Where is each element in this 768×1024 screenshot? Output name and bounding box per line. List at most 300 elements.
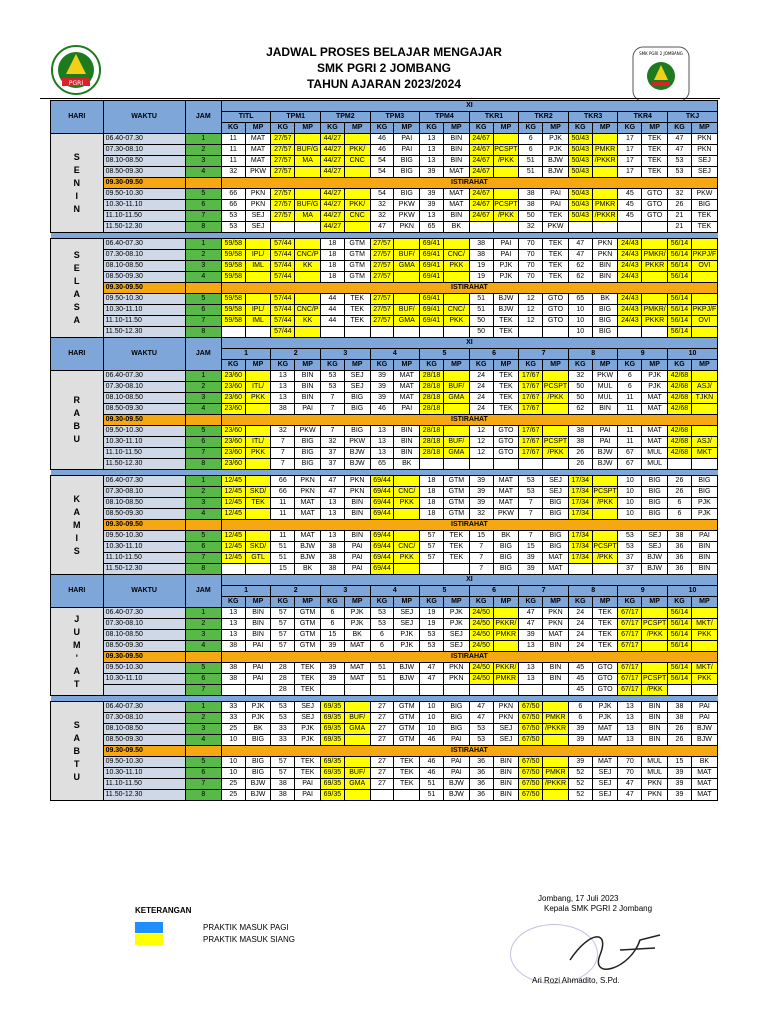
mp-cell: TEK — [344, 305, 370, 316]
kg-cell: 18 — [321, 239, 345, 250]
kg-cell: 27 — [370, 702, 394, 713]
kg-cell: 51 — [519, 167, 543, 178]
schedule-row — [51, 498, 718, 509]
mp-cell: TEK — [493, 404, 519, 415]
mp-cell: BIN — [592, 272, 618, 283]
kg-cell: 50 — [568, 382, 592, 393]
kg-cell: 32 — [519, 222, 543, 233]
kg-cell: 51 — [370, 674, 394, 685]
break-label: ISTIRAHAT — [221, 415, 717, 426]
mp-cell: MAT — [245, 145, 271, 156]
mp-cell — [592, 189, 618, 200]
kg-cell: 36 — [469, 779, 493, 790]
kg-cell: 15 — [519, 542, 543, 553]
mp-cell: GTM — [394, 713, 420, 724]
schedule-row — [51, 779, 718, 790]
mp-cell: PAI — [691, 713, 717, 724]
kg-cell: 32 — [668, 189, 692, 200]
mp-cell: PKN — [493, 702, 519, 713]
schedule-row — [51, 702, 718, 713]
period-number: 5 — [185, 531, 221, 542]
mp-cell: MUL — [642, 448, 668, 459]
time-slot: 11.10-11.50 — [103, 448, 185, 459]
mp-cell — [493, 134, 519, 145]
mp-cell: BJW — [245, 779, 271, 790]
mp-cell: BJW — [691, 724, 717, 735]
kg-cell: 23/60 — [221, 404, 245, 415]
kg-header: KG — [420, 360, 444, 371]
mp-cell: SEJ — [394, 619, 420, 630]
mp-cell: PAI — [344, 564, 370, 575]
kg-cell: 65 — [420, 222, 444, 233]
grade-header: XI — [221, 338, 717, 349]
kg-cell: 7 — [519, 531, 543, 542]
kg-cell: 50/43 — [568, 211, 592, 222]
kg-cell: 36 — [668, 564, 692, 575]
mp-cell: BIG — [691, 487, 717, 498]
mp-cell — [642, 222, 668, 233]
kg-cell: 13 — [321, 531, 345, 542]
time-slot: 08.50-09.30 — [103, 509, 185, 520]
mp-header: MP — [543, 123, 569, 134]
mp-cell: TEK — [245, 498, 271, 509]
mp-cell: PKK/ — [344, 200, 370, 211]
mp-cell: BK — [394, 459, 420, 470]
kg-cell: 6 — [668, 498, 692, 509]
day-name: S A B T U — [51, 702, 104, 801]
kg-cell: 47 — [321, 476, 345, 487]
kg-cell: 53 — [271, 702, 295, 713]
mp-cell: GTO — [592, 685, 618, 696]
schedule-row — [51, 404, 718, 415]
mp-header: MP — [642, 597, 668, 608]
kg-cell: 57 — [271, 768, 295, 779]
mp-header: MP — [344, 360, 370, 371]
kg-cell: 19 — [420, 608, 444, 619]
mp-cell: PMKR/ — [642, 305, 668, 316]
kg-cell: 50/43 — [568, 167, 592, 178]
mp-cell: PKKR/ — [493, 663, 519, 674]
mp-cell — [642, 641, 668, 652]
kg-cell: 24 — [568, 619, 592, 630]
schedule-row — [51, 415, 718, 426]
kg-cell: 51 — [469, 294, 493, 305]
class-header: TPM2 — [321, 112, 371, 123]
mp-cell: BUF/G — [295, 145, 321, 156]
kg-cell: 69/35 — [321, 768, 345, 779]
mp-cell: MAT — [344, 663, 370, 674]
mp-cell: BIN — [592, 261, 618, 272]
kg-cell: 69/35 — [321, 757, 345, 768]
mp-header: MP — [245, 123, 271, 134]
mp-cell: IPL/ — [245, 250, 271, 261]
mp-cell — [592, 509, 618, 520]
kg-cell: 47 — [519, 619, 543, 630]
mp-cell — [543, 371, 569, 382]
kg-cell: 46 — [420, 768, 444, 779]
mp-header: MP — [394, 123, 420, 134]
mp-cell — [691, 608, 717, 619]
mp-header: MP — [245, 360, 271, 371]
mp-cell: MAT — [245, 156, 271, 167]
kg-cell: 66 — [271, 487, 295, 498]
schedule-row — [51, 145, 718, 156]
mp-cell: GTO — [493, 448, 519, 459]
mp-cell: PKKR — [642, 261, 668, 272]
mp-cell — [493, 641, 519, 652]
mp-cell: MAT — [691, 779, 717, 790]
kg-cell: 10 — [420, 702, 444, 713]
mp-cell: BIN — [592, 404, 618, 415]
mp-cell — [394, 790, 420, 801]
mp-cell: BJW — [295, 542, 321, 553]
mp-cell: PKK — [394, 498, 420, 509]
time-slot: 08.10-08.50 — [103, 724, 185, 735]
mp-cell: TEK — [592, 619, 618, 630]
mp-cell: TEK — [592, 641, 618, 652]
mp-cell: MAT — [592, 724, 618, 735]
mp-cell: PKW — [295, 426, 321, 437]
kg-cell: 38 — [668, 702, 692, 713]
schedule-row — [51, 272, 718, 283]
kg-cell: 24/43 — [618, 239, 642, 250]
legend — [135, 906, 295, 945]
mp-cell: PKK — [691, 630, 717, 641]
mp-cell: BIG — [642, 476, 668, 487]
mp-cell — [344, 134, 370, 145]
time-slot: 11.50-12.30 — [103, 327, 185, 338]
kg-cell: 13 — [618, 735, 642, 746]
schedule-row — [51, 619, 718, 630]
mp-cell: /PKK — [592, 498, 618, 509]
mp-cell — [691, 459, 717, 470]
kg-cell: 28/18 — [420, 404, 444, 415]
mp-cell: BIN — [543, 663, 569, 674]
mp-cell: GMA — [443, 448, 469, 459]
mp-cell: BJW — [543, 167, 569, 178]
kg-cell: 56/14 — [668, 272, 692, 283]
kg-cell: 24/67 — [469, 167, 493, 178]
mp-cell: BJW — [295, 553, 321, 564]
kg-cell: 56/14 — [668, 250, 692, 261]
mp-cell: MAT — [543, 630, 569, 641]
class-header: 7 — [519, 349, 569, 360]
kg-cell: 45 — [568, 685, 592, 696]
mp-cell: BUF/ — [443, 437, 469, 448]
kg-cell: 39 — [469, 487, 493, 498]
kg-header: KG — [420, 597, 444, 608]
mp-cell: BIN — [394, 448, 420, 459]
kg-cell: 67 — [618, 448, 642, 459]
kg-cell: 7 — [321, 393, 345, 404]
mp-cell: BIG — [394, 189, 420, 200]
kg-cell: 57 — [271, 630, 295, 641]
kg-cell: 33 — [221, 702, 245, 713]
kg-cell: 66 — [221, 200, 245, 211]
kg-cell: 44 — [321, 305, 345, 316]
kg-cell — [668, 459, 692, 470]
kg-cell — [420, 459, 444, 470]
kg-cell: 38 — [271, 779, 295, 790]
kg-cell: 15 — [469, 531, 493, 542]
period-number: 5 — [185, 189, 221, 200]
class-header: 10 — [668, 349, 718, 360]
mp-cell: PJK — [543, 145, 569, 156]
mp-cell — [344, 327, 370, 338]
kg-cell: 10 — [568, 327, 592, 338]
mp-cell: TEK — [543, 272, 569, 283]
mp-cell — [592, 564, 618, 575]
kg-cell: 28/18 — [420, 382, 444, 393]
period-number: 7 — [185, 316, 221, 327]
kg-cell: 56/14 — [668, 261, 692, 272]
kg-cell: 27/57 — [370, 250, 394, 261]
mp-cell — [394, 685, 420, 696]
kg-cell: 51 — [271, 542, 295, 553]
schedule-row — [51, 167, 718, 178]
mp-cell: TEK — [443, 531, 469, 542]
mp-cell: TEK — [295, 768, 321, 779]
mp-cell: BIN — [691, 553, 717, 564]
mp-cell — [592, 167, 618, 178]
schedule-row — [51, 134, 718, 145]
mp-cell: PCSPT — [543, 437, 569, 448]
kg-cell: 24/50 — [469, 663, 493, 674]
mp-cell — [443, 272, 469, 283]
mp-cell: PKN — [245, 200, 271, 211]
mp-cell: BIN — [443, 156, 469, 167]
kg-cell: 7 — [271, 437, 295, 448]
kg-cell: 52 — [568, 768, 592, 779]
kg-cell: 33 — [271, 724, 295, 735]
mp-cell: ITL/ — [245, 382, 271, 393]
kg-cell: 50/43 — [568, 156, 592, 167]
mp-cell: PMKR — [493, 630, 519, 641]
mp-cell: PAI — [245, 641, 271, 652]
kg-cell: 27 — [370, 768, 394, 779]
kg-cell: 7 — [469, 542, 493, 553]
mp-cell: MAT — [543, 564, 569, 575]
kg-cell: 70 — [519, 239, 543, 250]
schedule-row — [51, 553, 718, 564]
time-slot: 10.30-11.10 — [103, 437, 185, 448]
kg-cell: 59/58 — [221, 261, 245, 272]
period-number: 8 — [185, 790, 221, 801]
schedule-row — [51, 261, 718, 272]
mp-cell: PJK — [295, 735, 321, 746]
kg-cell: 50/43 — [568, 145, 592, 156]
schedule-table — [50, 100, 718, 801]
kg-cell: 67 — [618, 459, 642, 470]
mp-cell — [642, 294, 668, 305]
mp-cell: PAI — [295, 790, 321, 801]
kg-cell: 10 — [420, 713, 444, 724]
kg-cell: 13 — [519, 674, 543, 685]
kg-cell: 70 — [618, 768, 642, 779]
mp-cell: BIN — [691, 564, 717, 575]
day-name: S E N I N — [51, 134, 104, 233]
kg-cell: 13 — [420, 134, 444, 145]
time-slot: 11.50-12.30 — [103, 790, 185, 801]
mp-cell: PJK — [245, 702, 271, 713]
kg-cell: 17/67 — [519, 448, 543, 459]
mp-cell: TEK — [443, 553, 469, 564]
schedule-row — [51, 724, 718, 735]
time-slot: 11.10-11.50 — [103, 211, 185, 222]
time-slot: 07.30-08.10 — [103, 250, 185, 261]
mp-cell: PKK/ — [344, 145, 370, 156]
mp-cell: GTO — [543, 305, 569, 316]
kg-cell: 10 — [420, 724, 444, 735]
kg-header: KG — [519, 123, 543, 134]
schedule-row — [51, 735, 718, 746]
mp-cell: /PKK — [493, 156, 519, 167]
kg-cell: 38 — [568, 426, 592, 437]
mp-cell: PKK — [443, 261, 469, 272]
kg-cell: 36 — [469, 790, 493, 801]
kg-cell — [370, 327, 394, 338]
grade-header: XI — [221, 101, 717, 112]
kg-cell — [221, 327, 245, 338]
kg-cell: 39 — [568, 735, 592, 746]
kg-cell: 69/44 — [370, 531, 394, 542]
mp-header: MP — [493, 123, 519, 134]
mp-cell: CNC/ — [394, 487, 420, 498]
kg-cell: 70 — [519, 261, 543, 272]
kg-cell: 39 — [668, 790, 692, 801]
schedule-row — [51, 211, 718, 222]
time-slot: 08.10-08.50 — [103, 156, 185, 167]
kg-header: KG — [321, 123, 345, 134]
mp-cell — [295, 134, 321, 145]
mp-cell: PCSPT — [543, 382, 569, 393]
kg-cell: 69/41 — [420, 305, 444, 316]
mp-cell: KK — [295, 261, 321, 272]
mp-cell: PJK — [344, 608, 370, 619]
kg-cell: 45 — [618, 200, 642, 211]
mp-cell: SEJ — [642, 531, 668, 542]
kg-cell: 66 — [221, 189, 245, 200]
period-number: 8 — [185, 564, 221, 575]
kg-cell: 27/57 — [271, 200, 295, 211]
kg-cell: 69/44 — [370, 487, 394, 498]
mp-cell — [543, 426, 569, 437]
mp-cell: GMA — [344, 724, 370, 735]
day-name: R A B U — [51, 371, 104, 470]
mp-header: MP — [295, 123, 321, 134]
kg-cell: 28/18 — [420, 437, 444, 448]
mp-cell — [245, 426, 271, 437]
mp-cell: PKW — [493, 509, 519, 520]
mp-cell: TEK — [691, 222, 717, 233]
kg-cell: 23/60 — [221, 382, 245, 393]
kg-cell: 44/27 — [321, 200, 345, 211]
mp-cell: ASJ/ — [691, 437, 717, 448]
kg-cell: 47 — [370, 222, 394, 233]
mp-cell: BIN — [493, 757, 519, 768]
kg-cell: 6 — [321, 619, 345, 630]
mp-cell: TEK — [493, 382, 519, 393]
break-time: 09.30-09.50 — [103, 283, 185, 294]
mp-cell: SEJ — [543, 476, 569, 487]
kg-cell: 26 — [568, 459, 592, 470]
mp-cell: TEK — [394, 768, 420, 779]
mp-cell: SEJ — [245, 222, 271, 233]
time-slot: 08.10-08.50 — [103, 393, 185, 404]
kg-cell: 59/58 — [221, 305, 245, 316]
kg-header: KG — [221, 123, 245, 134]
mp-header: MP — [245, 597, 271, 608]
kg-cell: 11 — [221, 134, 245, 145]
mp-cell: PKKR/ — [493, 619, 519, 630]
class-header: 9 — [618, 349, 668, 360]
mp-cell: PAI — [245, 663, 271, 674]
kg-cell: 67/50 — [519, 724, 543, 735]
mp-cell — [245, 272, 271, 283]
kg-cell: 47 — [420, 674, 444, 685]
mp-cell — [642, 327, 668, 338]
mp-cell: BIG — [642, 498, 668, 509]
mp-cell: BIG — [642, 509, 668, 520]
hari-header: HARI — [51, 338, 104, 371]
kg-cell: 36 — [668, 553, 692, 564]
kg-cell: 26 — [668, 476, 692, 487]
kg-cell: 65 — [568, 294, 592, 305]
mp-cell — [691, 641, 717, 652]
mp-cell — [493, 608, 519, 619]
kg-cell: 19 — [469, 272, 493, 283]
class-header: 2 — [271, 349, 321, 360]
mp-cell: BIN — [245, 630, 271, 641]
class-header: TPM4 — [420, 112, 470, 123]
mp-cell: GTM — [443, 476, 469, 487]
break-label: ISTIRAHAT — [221, 520, 717, 531]
break-jam — [185, 746, 221, 757]
period-number: 3 — [185, 156, 221, 167]
kg-cell: 6 — [321, 608, 345, 619]
mp-cell: BIN — [493, 779, 519, 790]
mp-cell: GTM — [295, 630, 321, 641]
schedule-row — [51, 652, 718, 663]
mp-cell: /PKKR — [592, 211, 618, 222]
signer-role: Kepala SMK PGRI 2 Jombang — [544, 904, 653, 913]
mp-cell: PCSPT — [493, 145, 519, 156]
kg-cell: 21 — [668, 211, 692, 222]
kg-cell: 52 — [568, 790, 592, 801]
period-number: 1 — [185, 702, 221, 713]
class-header: 5 — [420, 349, 470, 360]
kg-cell: 47 — [469, 713, 493, 724]
mp-cell — [642, 272, 668, 283]
mp-cell: IPL/ — [245, 305, 271, 316]
mp-cell — [543, 702, 569, 713]
kg-cell: 24/67 — [469, 134, 493, 145]
mp-cell: PAI — [493, 239, 519, 250]
mp-cell: MUL — [642, 757, 668, 768]
mp-header: MP — [691, 123, 717, 134]
kg-header: KG — [321, 360, 345, 371]
kg-cell: 17/34 — [568, 498, 592, 509]
mp-cell — [344, 702, 370, 713]
mp-cell: PKK — [245, 393, 271, 404]
mp-cell: BJW — [394, 663, 420, 674]
kg-header: KG — [618, 597, 642, 608]
mp-cell: GTM — [443, 509, 469, 520]
kg-cell: 13 — [420, 211, 444, 222]
kg-cell: 6 — [568, 713, 592, 724]
kg-cell: 69/44 — [370, 542, 394, 553]
kg-cell: 57 — [420, 531, 444, 542]
